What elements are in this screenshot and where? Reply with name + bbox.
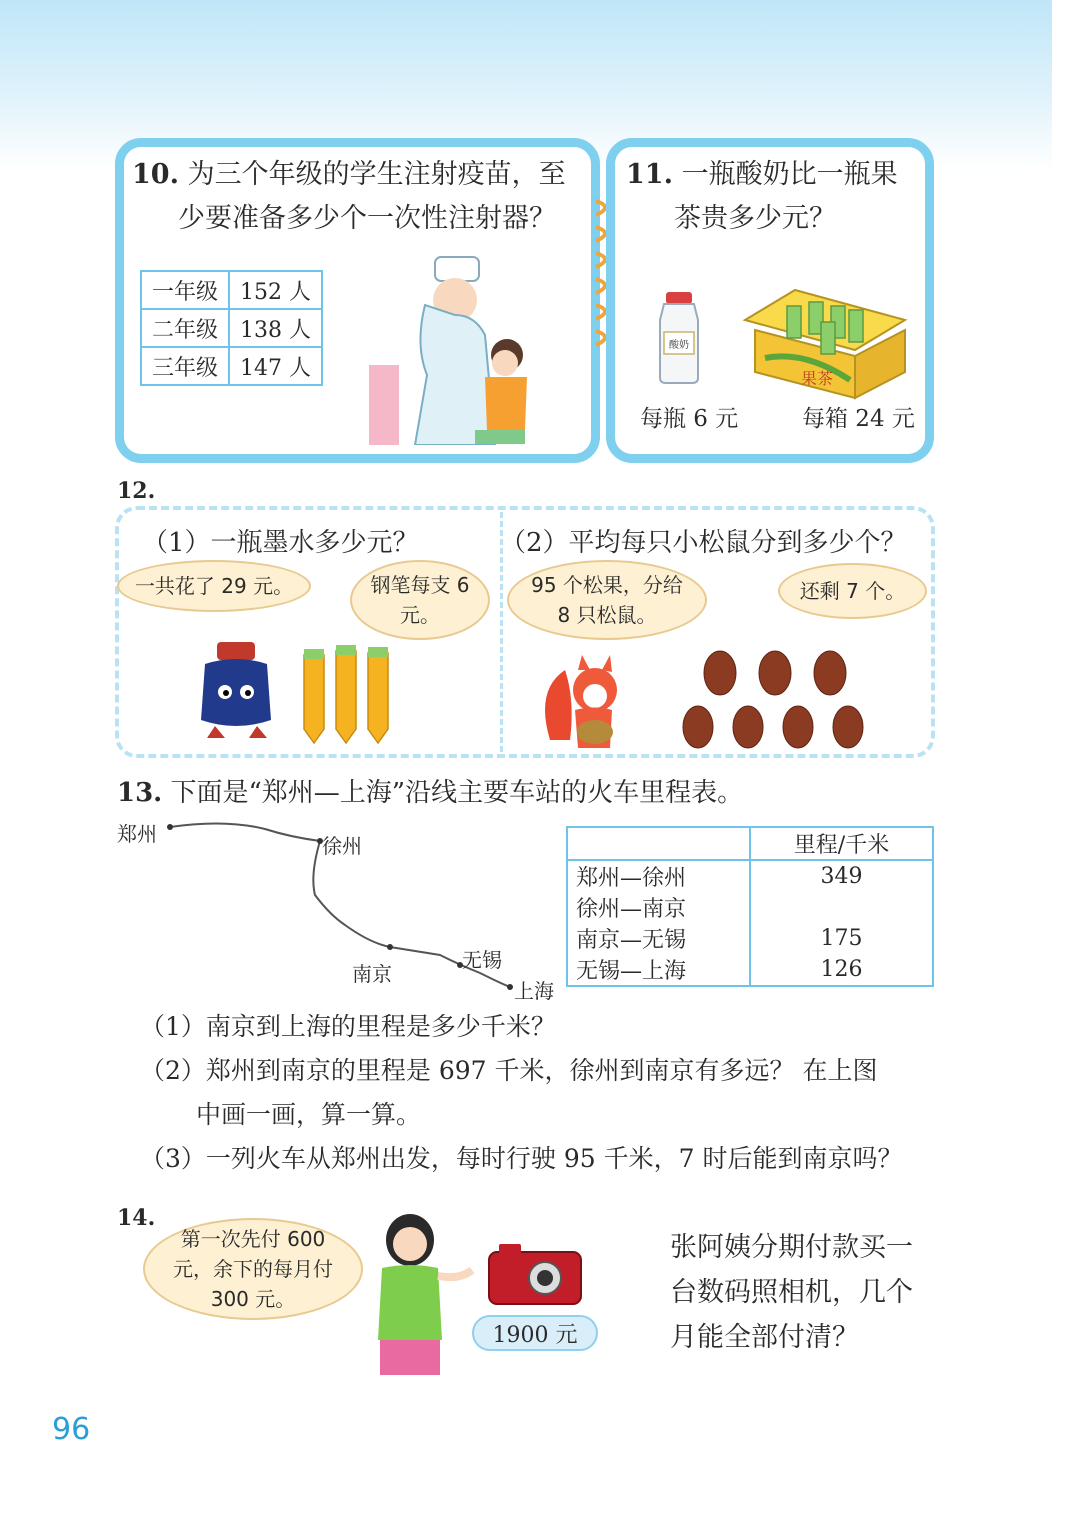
table-row [567, 954, 933, 986]
squirrel-icon [540, 650, 630, 755]
map-label-xuzhou: 徐州 [322, 834, 362, 858]
speech-bubble: 钢笔每支 6 元。 [350, 560, 490, 640]
table-row [567, 892, 933, 923]
q11-number: 11. [626, 159, 673, 190]
route-cell: 无锡—上海 [567, 954, 750, 986]
route-cell: 徐州—南京 [567, 892, 750, 923]
q12-part2-title: （2）平均每只小松鼠分到多少个？ [500, 528, 907, 558]
q10-number: 10. [132, 159, 179, 190]
table-row [141, 271, 322, 309]
bottle-label: 酸奶 [669, 340, 689, 351]
table-row [567, 860, 933, 892]
price-bottle: 每瓶 6 元 [640, 406, 739, 432]
q13-sub1: （1）南京到上海的里程是多少千米？ [140, 1012, 556, 1041]
camera-icon [485, 1240, 585, 1310]
q13-intro-text: 下面是“郑州—上海”沿线主要车站的火车里程表。 [170, 778, 744, 808]
woman-illustration [360, 1210, 480, 1375]
q11-text [626, 153, 926, 241]
page-edge [1052, 0, 1080, 1527]
yogurt-bottle-icon [656, 290, 702, 385]
q14-number: 14. [117, 1205, 156, 1231]
table-row [567, 923, 933, 954]
q10-line1: 为三个年级的学生注射疫苗，至 [187, 159, 566, 190]
speech-bubble: 一共花了 29 元。 [117, 560, 311, 612]
route-cell: 南京—无锡 [567, 923, 750, 954]
mileage-table [566, 826, 934, 987]
camera-price: 1900 元 [472, 1315, 598, 1351]
route-cell: 郑州—徐州 [567, 860, 750, 892]
q14-line1: 张阿姨分期付款买一 [670, 1232, 913, 1263]
count-cell: 152 人 [229, 271, 322, 309]
q14-line2: 台数码照相机，几个 [670, 1277, 913, 1308]
speech-bubble: 95 个松果，分给 8 只松鼠。 [507, 560, 707, 640]
km-cell [750, 892, 933, 923]
q13-sub3: （3）一列火车从郑州出发，每时行驶 95 千米，7 时后能到南京吗？ [140, 1144, 903, 1173]
page-number: 96 [52, 1412, 91, 1447]
speech-bubble: 第一次先付 600 元，余下的每月付 300 元。 [143, 1218, 363, 1320]
box-label: 果茶 [800, 369, 834, 388]
table-row [141, 347, 322, 385]
q12-number: 12. [117, 478, 156, 504]
q13-number: 13. [117, 778, 163, 808]
q11-line2: 茶贵多少元？ [674, 203, 836, 234]
km-cell: 175 [750, 923, 933, 954]
tea-box-icon [725, 280, 915, 400]
q11-line1: 一瓶酸奶比一瓶果 [681, 159, 898, 190]
mileage-header: 里程/千米 [750, 827, 933, 860]
count-cell: 147 人 [229, 347, 322, 385]
q10-line2: 少要准备多少个一次性注射器？ [178, 203, 556, 234]
km-cell: 349 [750, 860, 933, 892]
table-row [141, 309, 322, 347]
count-cell: 138 人 [229, 309, 322, 347]
nurse-illustration [355, 255, 545, 445]
q13-intro [117, 772, 743, 809]
q12-part1-title: （1）一瓶墨水多少元？ [142, 528, 419, 558]
pinecones-icon [680, 645, 870, 755]
map-label-shanghai: 上海 [514, 979, 554, 1003]
table-header-row [567, 827, 933, 860]
map-label-zhengzhou: 郑州 [117, 822, 157, 846]
grade-cell: 三年级 [141, 347, 229, 385]
grade-table [140, 270, 323, 386]
map-label-nanjing: 南京 [352, 962, 392, 986]
ink-bottle-icon [195, 640, 277, 740]
q13-sub2a: （2）郑州到南京的里程是 697 千米，徐州到南京有多远？ 在上图 [140, 1056, 878, 1085]
pens-icon [298, 645, 398, 745]
q10-text [132, 153, 582, 241]
km-cell: 126 [750, 954, 933, 986]
speech-bubble: 还剩 7 个。 [778, 563, 927, 619]
map-label-wuxi: 无锡 [462, 948, 502, 972]
q13-sub2b: 中画一画，算一算。 [196, 1100, 422, 1129]
q14-line3: 月能全部付清？ [670, 1322, 859, 1353]
grade-cell: 一年级 [141, 271, 229, 309]
price-box: 每箱 24 元 [802, 406, 915, 432]
grade-cell: 二年级 [141, 309, 229, 347]
q14-text [670, 1225, 913, 1360]
